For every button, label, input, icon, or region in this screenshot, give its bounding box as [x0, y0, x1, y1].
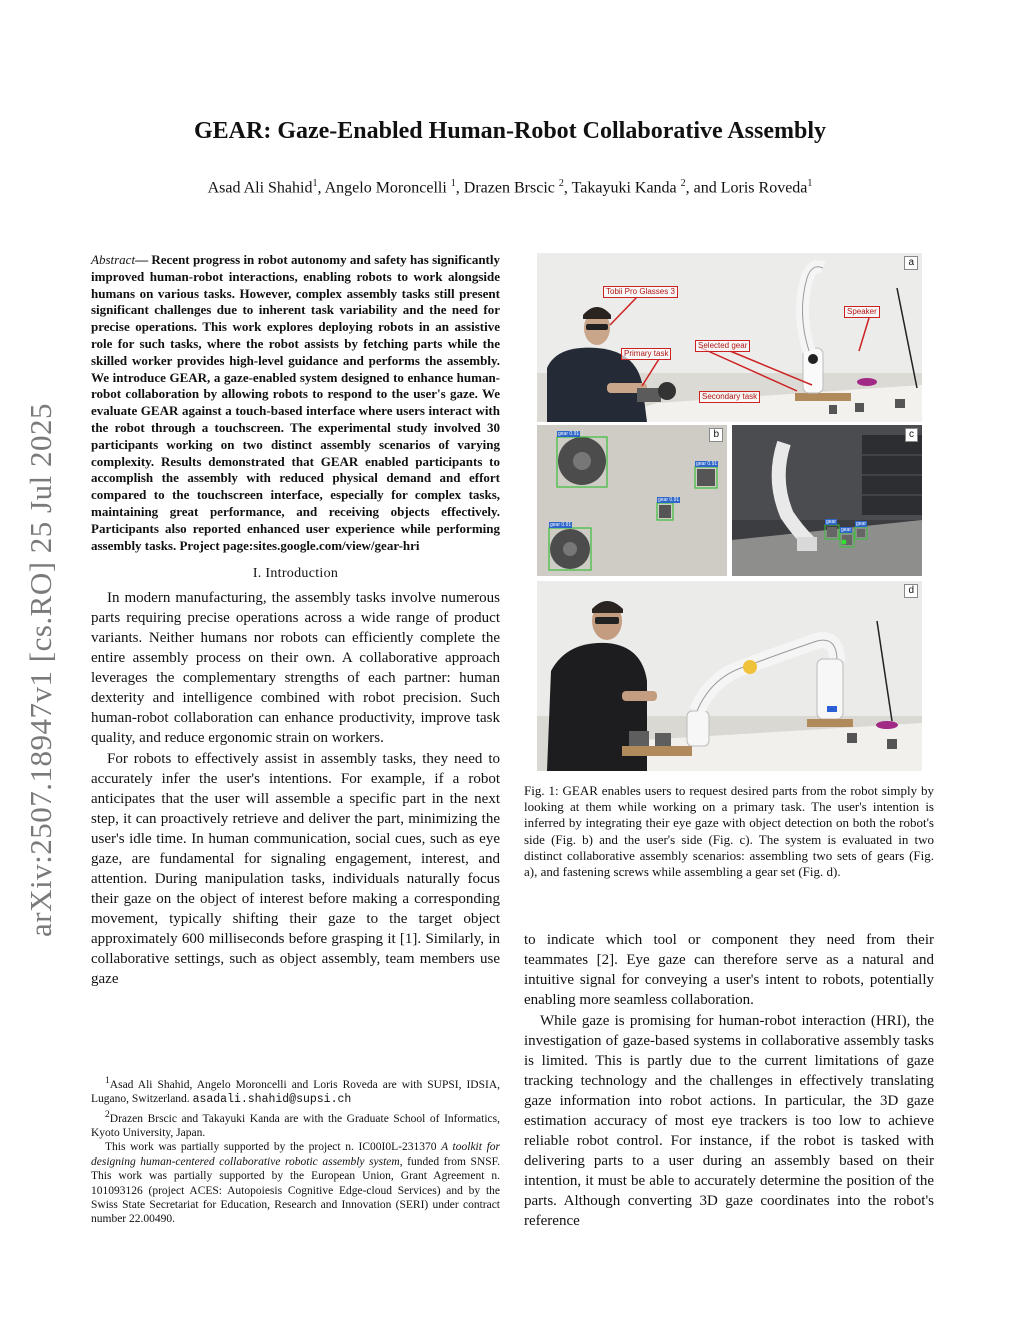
abstract	[91, 252, 500, 554]
detection-label: gear 0.91	[550, 522, 572, 528]
figure-panel-c	[732, 425, 922, 576]
annotation-secondary-task: Secondary task	[699, 391, 760, 403]
panel-label: b	[709, 428, 723, 442]
author-name: Drazen Brscic	[463, 179, 559, 197]
author-separator: ,	[317, 179, 325, 197]
intro-paragraph: While gaze is promising for human-robot interaction (HRI), the investigation of gaze-based systems in collaborative assembly tasks is limited. This is partly due to the current limitations of gaze tracking technology and the challenges in effectively translating gaze information into robot actions. In particular, the 3D gaze estimation accuracy of most eye trackers is too low to achieve reliable robot control. For instance, if the robot is tasked with delivering parts to a user during an assembly based on their intention, it must be able to accurately determine the position of the parts. Although converting 3D gaze coordinates into the robot's reference	[524, 1013, 934, 1229]
funding-text: This work was partially supported by the project n. IC00I0L-231370	[105, 1141, 437, 1154]
footnote-1	[91, 1074, 500, 1108]
author-affiliation: 1	[807, 178, 813, 189]
figure-panel-d	[537, 581, 922, 771]
detection-label: gear 0.91	[696, 461, 718, 467]
footnotes	[91, 1074, 500, 1227]
author-name: Angelo Moroncelli	[324, 179, 451, 197]
annotation-glasses: Tobii Pro Glasses 3	[603, 286, 678, 298]
author-affiliation: 1	[312, 178, 318, 189]
author-separator: ,	[563, 179, 572, 197]
abstract-text: Recent progress in robot autonomy and safety has significantly improved human-robot interactions, enabling robots to work alongside humans on various tasks. However, complex assembly tasks still present significant challenges due to inherent task variability and the need for precise operations. This work explores deploying robots in an assistive role for such tasks, where the robot assists by fetching parts while the skilled worker provides high-level guidance and performs the assembly. We introduce GEAR, a gaze-enabled system designed to enhance human-robot collaboration by allowing robots to respond to the user's gaze. We evaluate GEAR against a touch-based interface where users interact with the robot through a touchscreen. The experimental study involved 30 participants working on two distinct assembly scenarios of varying complexity. Results demonstrated that GEAR enabled participants to accomplish the assembly with reduced physical demand and effort compared to the touchscreen interface, especially for complex tasks, maintaining great performance, and receiving objects effectively. Participants also reported enhanced user experience while performing assembly tasks. Project page:sites.google.com/view/gear-hri	[91, 252, 500, 553]
annotation-speaker: Speaker	[844, 306, 880, 318]
right-column	[524, 930, 934, 1231]
footnote-mark: 2	[105, 1108, 110, 1120]
paper-title: GEAR: Gaze-Enabled Human-Robot Collaborative Assembly	[193, 118, 826, 144]
footnote-text: Asad Ali Shahid, Angelo Moroncelli and Loris Roveda are with SUPSI, IDSIA, Lugano, Switzerland.	[91, 1078, 500, 1106]
figure-caption: Fig. 1: GEAR enables users to request desired parts from the robot simply by looking at them while working on a primary task. The user's intention is inferred by integrating their eye gaze with object detection on both the robot's side (Fig. b) and the user's side (Fig. c). The system is evaluated in two distinct collaborative assembly scenarios: assembling two sets of gears (Fig. a), and fastening screws while assembling a gear set (Fig. d).	[524, 783, 934, 880]
author-name: Loris Roveda	[720, 179, 808, 197]
abstract-dash: —	[135, 252, 149, 267]
panel-label: a	[904, 256, 918, 270]
author-affiliation: 2	[558, 178, 564, 189]
figure-1	[537, 253, 922, 771]
panel-label: c	[905, 428, 918, 442]
author-separator: , and	[685, 179, 721, 197]
figure-panel-b	[537, 425, 727, 576]
footnote-mark: 1	[105, 1075, 110, 1086]
detection-label: gear 0.91	[558, 431, 580, 437]
intro-paragraph: In modern manufacturing, the assembly tasks involve numerous parts requiring precise operations across a wide range of product variants. Neither humans nor robots can efficiently complete the entire assembly process on their own. A collaborative approach leverages the complementary strengths of each partner: human dexterity and intelligence combined with robot precision. Such human-robot collaboration can enhance productivity, improve task quality, and reduce ergonomic strain on workers.	[91, 590, 500, 747]
detection-label: gear	[826, 519, 837, 525]
author-affiliation: 1	[450, 178, 456, 189]
author-email: asadali.shahid@supsi.ch	[192, 1093, 352, 1107]
author-affiliation: 2	[680, 178, 686, 189]
author-name: Takayuki Kanda	[571, 179, 681, 197]
detection-label: gear	[841, 527, 852, 533]
arxiv-id-text: arXiv:2507.18947v1 [cs.RO] 25 Jul 2025	[23, 403, 58, 937]
annotation-primary-task: Primary task	[621, 348, 671, 360]
intro-paragraph: For robots to effectively assist in assembly tasks, they need to accurately infer the user's intentions. For example, if a robot anticipates that the user will assemble a specific part in the next step, it can proactively retrieve and deliver the part, minimizing the user's idle time. In human communication, social cues, such as eye gaze, are fundamental for signaling engagement, interest, and attention. During manipulation tasks, individuals naturally focus their gaze on the object of interest before making a corresponding movement, typically shifting their gaze to the target object approximately 600 milliseconds before grasping it [1]. Similarly, in collaborative settings, such as object assembly, team members use gaze	[91, 751, 500, 988]
figure-panel-a	[537, 253, 922, 422]
panel-c-photo	[732, 425, 922, 576]
panel-d-photo	[537, 581, 922, 771]
abstract-lead: Abstract	[91, 252, 136, 267]
author-name: Asad Ali Shahid	[207, 179, 313, 197]
funding-text: , funded from SNSF. This work was partially supported by the European Union, Grant Agreement n. 101093126 (project ACES: Autopoiesis Cognitive Edge-cloud Services) and by the Swiss State Secretariat for Education, Research and Innovation (SERI) under contract number 22.00490.	[91, 1155, 500, 1226]
footnote-2	[91, 1108, 500, 1141]
detection-label: gear 0.91	[658, 497, 680, 503]
funding-project-title: A toolkit for designing human-centered collaborative robotic assembly system	[91, 1141, 500, 1168]
annotation-selected-gear: Selected gear	[695, 340, 750, 352]
author-separator: ,	[455, 179, 464, 197]
detection-label: gear	[856, 521, 867, 527]
funding-note	[91, 1140, 500, 1226]
panel-b-photo	[537, 425, 727, 576]
section-heading-introduction: I. Introduction	[252, 566, 339, 582]
author-list	[100, 178, 920, 197]
panel-label: d	[904, 584, 918, 598]
footnote-text: Drazen Brscic and Takayuki Kanda are with the Graduate School of Informatics, Kyoto University, Japan.	[91, 1112, 500, 1139]
intro-paragraph: to indicate which tool or component they need from their teammates [2]. Eye gaze can therefore serve as a natural and intuitive signal for conveying a user's intent to robots, potentially enabling more seamless collaboration.	[524, 932, 934, 1008]
arxiv-side-stamp	[16, 380, 66, 960]
left-column	[91, 252, 500, 989]
